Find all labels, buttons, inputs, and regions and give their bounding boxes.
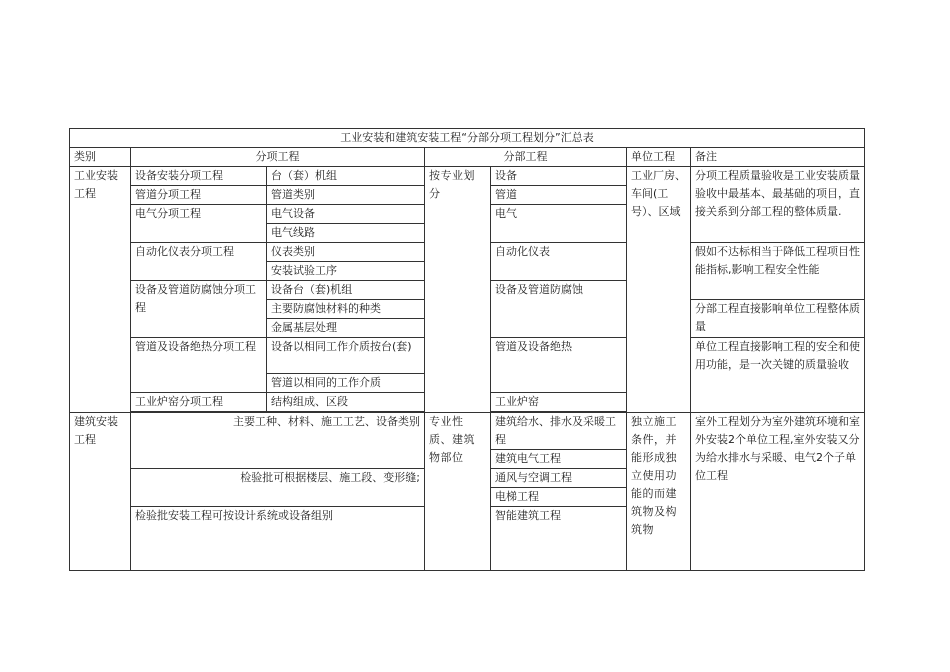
- industrial-division: 管道及设备绝热: [491, 338, 627, 393]
- header-unit: 单位工程: [627, 148, 691, 167]
- building-sub-item: 检验批安装工程可按设计系统或设备组别: [131, 507, 425, 571]
- industrial-item-detail: 管道以相同的工作介质: [267, 374, 425, 393]
- building-sub-item: 主要工种、材料、施工工艺、设备类别: [131, 413, 425, 469]
- industrial-division: 电气: [491, 205, 627, 243]
- industrial-division: 管道: [491, 186, 627, 205]
- summary-table: [69, 128, 865, 571]
- industrial-category: 工业安装工程: [70, 167, 131, 413]
- industrial-item-detail: 电气设备: [267, 205, 425, 224]
- industrial-item-detail: 电气线路: [267, 224, 425, 243]
- building-division-basis: 专业性质、建筑物部位: [425, 413, 491, 571]
- industrial-item-name: 管道分项工程: [131, 186, 267, 205]
- industrial-item-detail: 管道类别: [267, 186, 425, 205]
- table-title: 工业安装和建筑安装工程“分部分项工程划分”汇总表: [70, 129, 865, 148]
- industrial-remark: 单位工程直接影响工程的安全和使用功能，是一次关键的质量验收: [691, 338, 865, 413]
- industrial-item-detail: 台（套）机组: [267, 167, 425, 186]
- industrial-item-name: 电气分项工程: [131, 205, 267, 243]
- industrial-division-basis: 按专业划分: [425, 167, 491, 413]
- header-sub-item: 分项工程: [131, 148, 425, 167]
- industrial-item-detail: 设备以相同工作介质按台(套): [267, 338, 425, 374]
- industrial-remark: 假如不达标相当于降低工程项目性能指标,影响工程安全性能: [691, 243, 865, 300]
- header-division: 分部工程: [425, 148, 627, 167]
- industrial-item-detail: 安装试验工序: [267, 262, 425, 281]
- building-division: 建筑给水、排水及采暖工程: [491, 413, 627, 450]
- building-category: 建筑安装工程: [70, 413, 131, 571]
- building-sub-item: 检验批可根据楼层、施工段、变形缝;: [131, 469, 425, 507]
- building-division: 智能建筑工程: [491, 507, 627, 571]
- building-unit: 独立施工条件，并能形成独立使用功能的而建筑物及构筑物: [627, 413, 691, 571]
- industrial-item-name: 自动化仪表分项工程: [131, 243, 267, 281]
- building-remark: 室外工程划分为室外建筑环境和室外安装2个单位工程,室外安装又分为给水排水与采暖、电气2个子单位工程: [691, 413, 865, 571]
- industrial-item-detail: 结构组成、区段: [267, 393, 425, 412]
- header-category: 类别: [70, 148, 131, 167]
- industrial-remark: 分部工程直接影响单位工程整体质量: [691, 300, 865, 338]
- industrial-item-detail: 设备台（套)机组: [267, 281, 425, 300]
- industrial-division: 自动化仪表: [491, 243, 627, 281]
- industrial-division: 工业炉窑: [491, 393, 627, 412]
- building-division: 通风与空调工程: [491, 469, 627, 488]
- building-division: 建筑电气工程: [491, 450, 627, 469]
- industrial-division: 设备及管道防腐蚀: [491, 281, 627, 338]
- industrial-item-name: 管道及设备绝热分项工程: [131, 338, 267, 393]
- building-division: 电梯工程: [491, 488, 627, 507]
- industrial-item-detail: 仪表类别: [267, 243, 425, 262]
- industrial-item-detail: 主要防腐蚀材料的种类: [267, 300, 425, 319]
- industrial-item-name: 设备安装分项工程: [131, 167, 267, 186]
- industrial-item-name: 设备及管道防腐蚀分项工程: [131, 281, 267, 338]
- industrial-division: 设备: [491, 167, 627, 186]
- industrial-remark: 分项工程质量验收是工业安装质量验收中最基本、最基础的项目，直接关系到分部工程的整体质量.: [691, 167, 865, 243]
- header-remark: 备注: [691, 148, 865, 167]
- industrial-unit: 工业厂房、车间(工号）、区域: [627, 167, 691, 413]
- industrial-item-detail: 金属基层处理: [267, 319, 425, 338]
- industrial-item-name: 工业炉窑分项工程: [131, 393, 267, 412]
